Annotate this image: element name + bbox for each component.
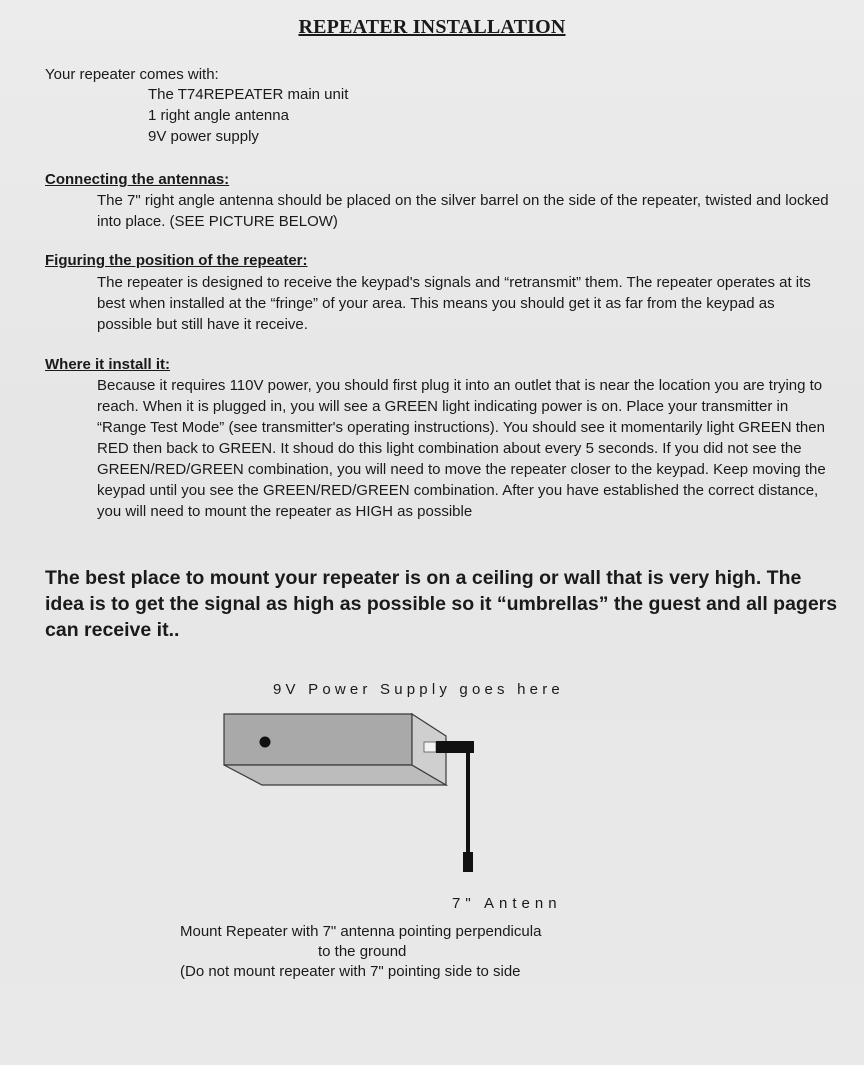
section-body-install: Because it requires 110V power, you should first plug it into an outlet that is near the location you are trying to reach. When it is plugged in, you will see a GREEN light indicating power is on. Place your transmitter in “Range Test Mode” (see transmitter's operating instructions). You should see it momentarily light GREEN then RED then back to GREEN. It shoud do this light combination about every 5 seconds. If you did not see the GREEN/RED/GREEN combination, you will need to move the repeater closer to the keypad. Keep moving the keypad until you see the GREEN/RED/GREEN combination. After you have established the correct distance, you will need to mount the repeater as HIGH as possible bbox=[97, 377, 826, 520]
page-title: REPEATER INSTALLATION bbox=[298, 16, 566, 38]
antenna-tip bbox=[463, 852, 473, 872]
antenna-label: 7" Antenn bbox=[452, 895, 562, 912]
section-body-antennas: The 7" right angle antenna should be placed on the silver barrel on the side of the repeater, twisted and locked into place. (SEE PICTURE BELOW) bbox=[97, 192, 829, 230]
caption-line: Mount Repeater with 7" antenna pointing perpendicula bbox=[180, 923, 542, 940]
caption-line: (Do not mount repeater with 7" pointing side to side bbox=[180, 963, 521, 980]
section-body-position: The repeater is designed to receive the keypad's signals and “retransmit” them. The repeater operates at its best when installed at the “fringe” of your area. This means you should get it as far from the keypad as possible but still have it receive. bbox=[97, 274, 811, 333]
kit-intro: Your repeater comes with: bbox=[45, 66, 219, 83]
kit-item: 9V power supply bbox=[148, 128, 259, 145]
led-indicator bbox=[260, 737, 271, 748]
section-heading-antennas: Connecting the antennas: bbox=[45, 171, 230, 188]
kit-item: The T74REPEATER main unit bbox=[148, 86, 349, 103]
repeater-box-bottom bbox=[224, 765, 446, 785]
kit-item: 1 right angle antenna bbox=[148, 107, 289, 124]
power-supply-label: 9V Power Supply goes here bbox=[273, 681, 564, 698]
antenna-barrel bbox=[424, 742, 436, 752]
section-heading-position: Figuring the position of the repeater: bbox=[45, 252, 308, 269]
section-heading-install: Where it install it: bbox=[45, 356, 171, 373]
mounting-emphasis: The best place to mount your repeater is on a ceiling or wall that is very high. The idea is to get the signal as high as possible so it “umbrellas” the guest and all pagers can receive it.. bbox=[45, 567, 838, 641]
diagram-caption bbox=[180, 922, 541, 982]
repeater-box-front bbox=[224, 714, 412, 765]
caption-line: to the ground bbox=[318, 943, 407, 960]
antenna-shaft bbox=[466, 750, 470, 852]
